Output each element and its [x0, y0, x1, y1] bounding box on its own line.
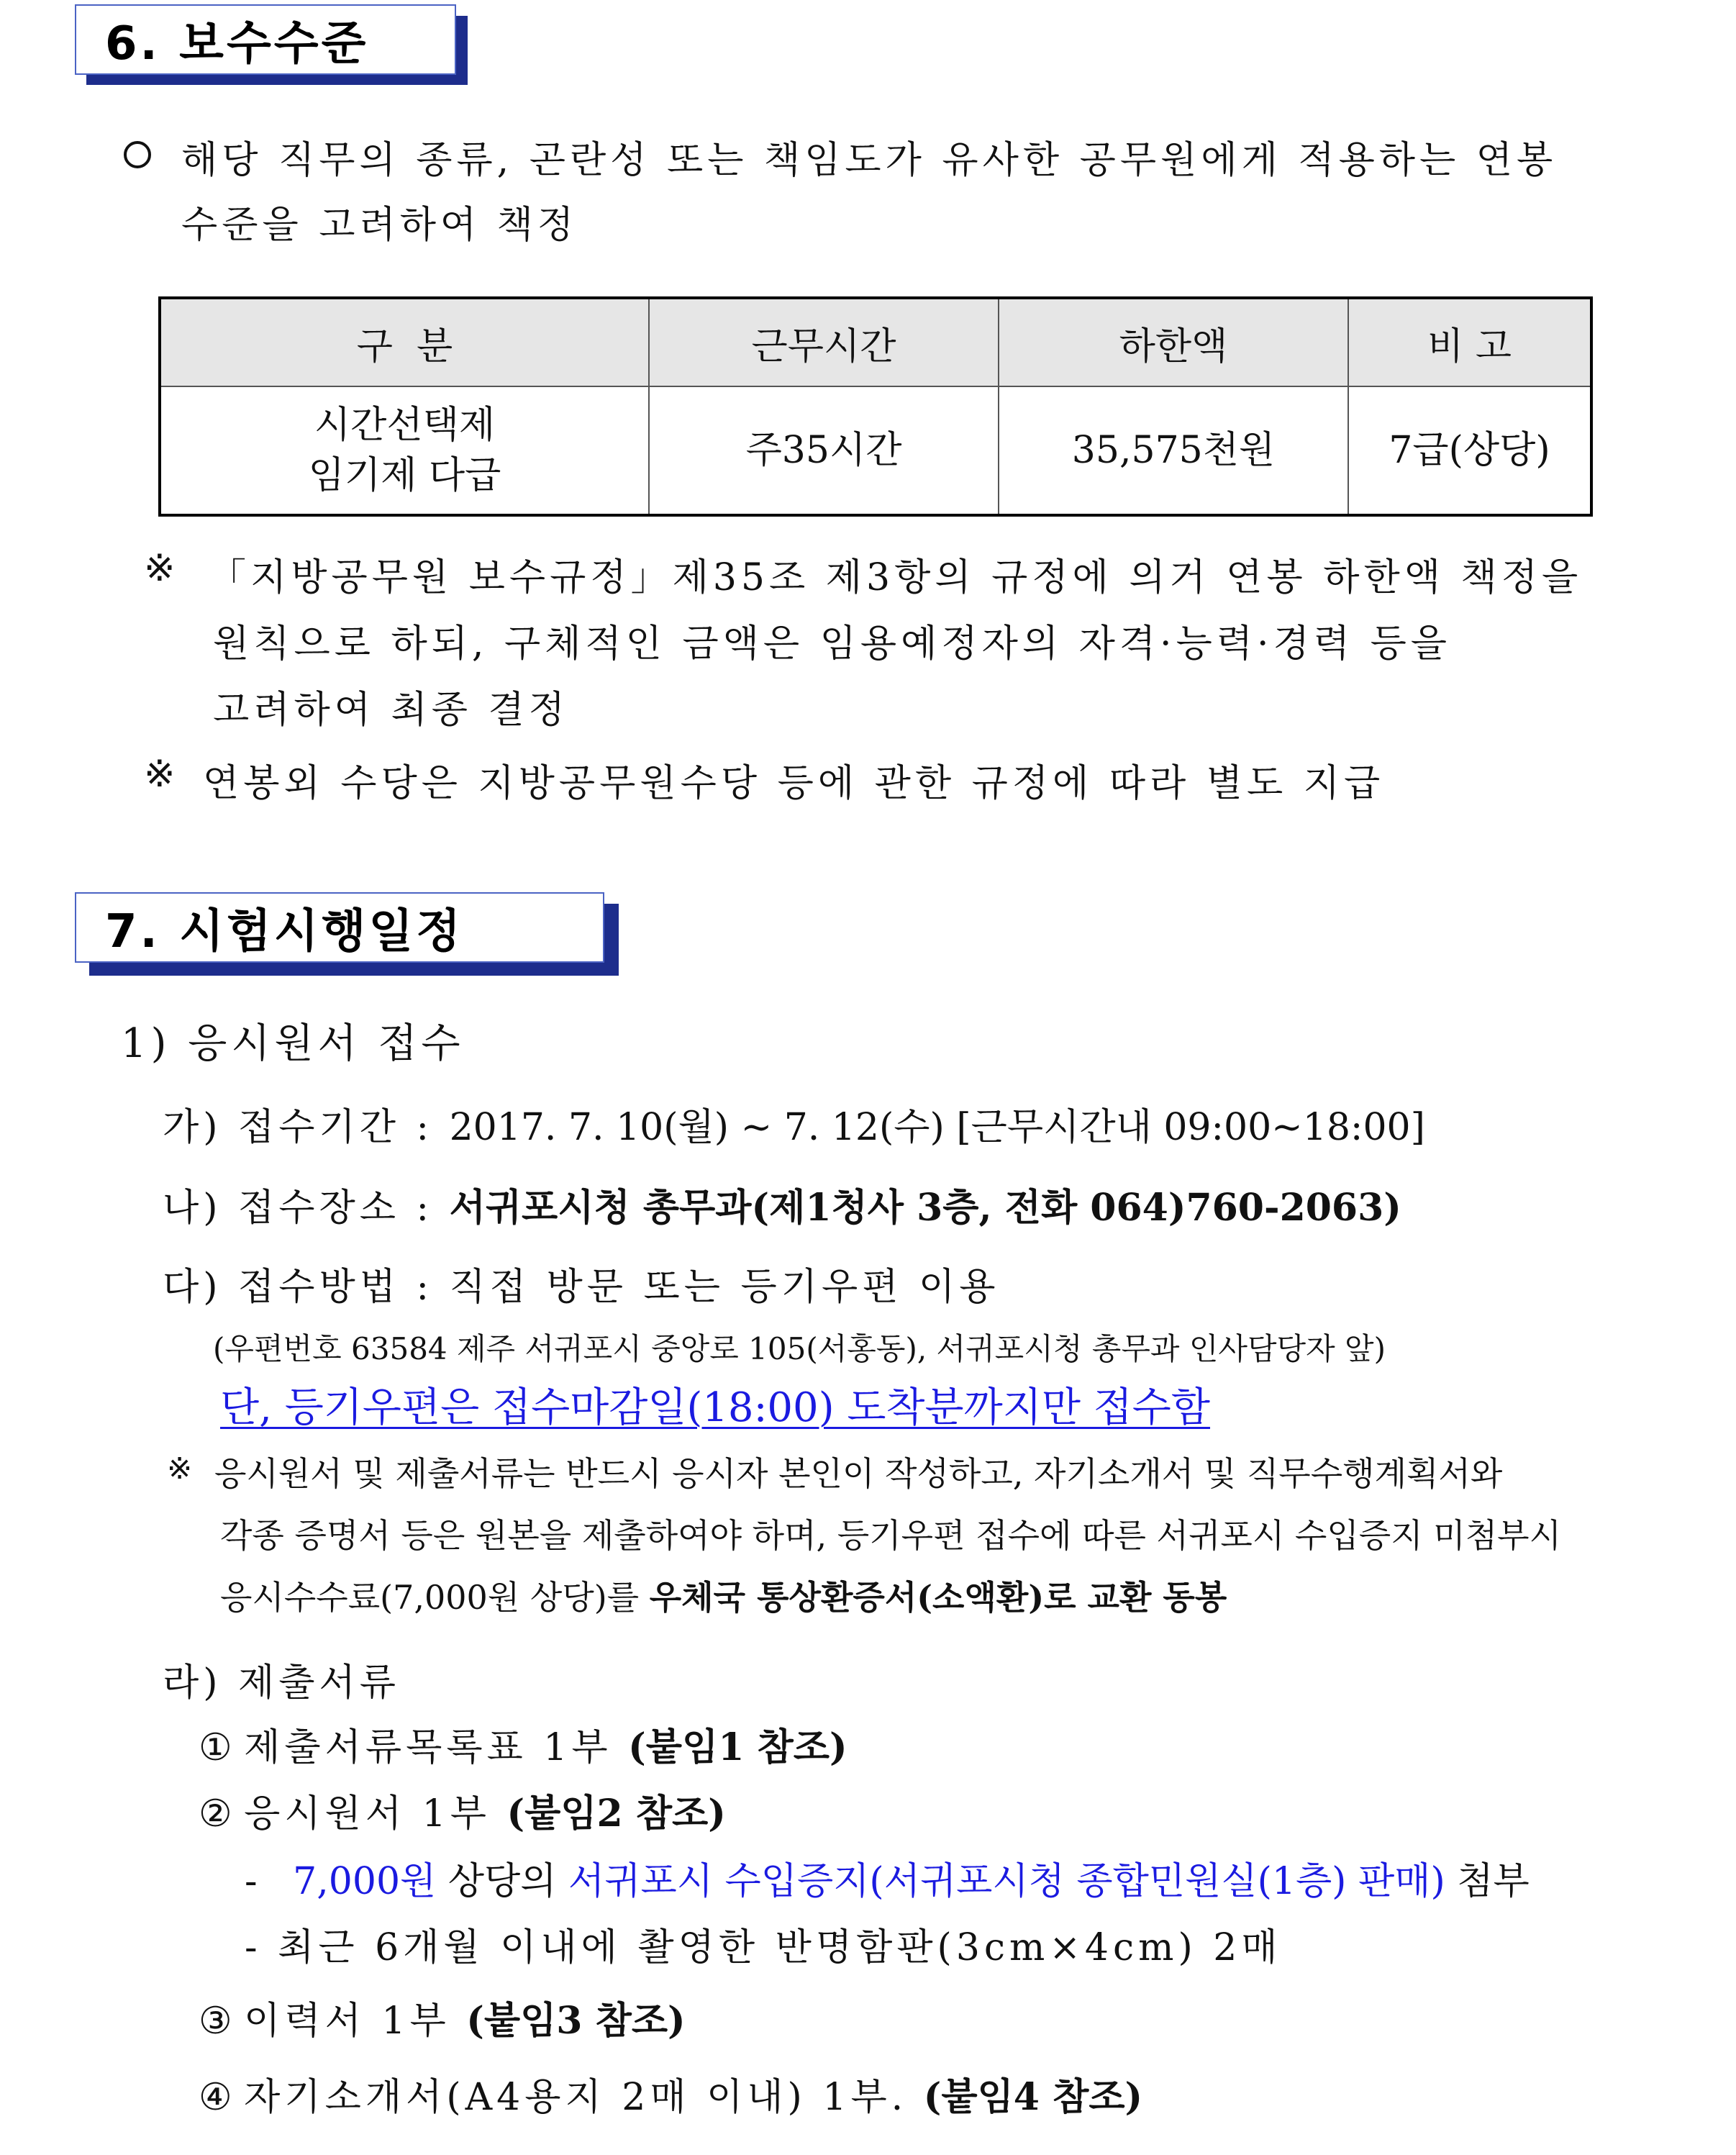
registered-mail-notice: 단, 등기우편은 접수마감일(18:00) 도착분까지만 접수함 [220, 1384, 1211, 1431]
stamp-line [245, 1851, 1530, 1905]
section7-title [75, 892, 604, 963]
item1-text: 제출서류목록표 1부 [244, 1726, 629, 1769]
category-line2: 임기제 다급 [308, 454, 501, 497]
document-item-2 [199, 1783, 726, 1837]
item2-ref: (붙임2 참조) [506, 1792, 726, 1836]
item1-num: ① [199, 1726, 232, 1769]
document-item-1 [199, 1717, 847, 1771]
stamp-dash: - [245, 1860, 258, 1903]
caution-line1: 응시원서 및 제출서류는 반드시 응시자 본인이 작성하고, 자기소개서 및 직무수행계획서와 [214, 1454, 1503, 1493]
item2-num: ② [199, 1792, 232, 1836]
period-value: 2017. 7. 10(월) ~ 7. 12(수) [근무시간내 09:00~18:00] [449, 1106, 1425, 1149]
caution-line3 [220, 1571, 1227, 1619]
salary-table-row [160, 386, 1591, 515]
period-label: 가) 접수기간 : [163, 1106, 450, 1149]
salary-table-header-row [160, 298, 1591, 386]
item3-num: ③ [199, 2000, 232, 2043]
section7-title-text: 7. 시험시행일정 [105, 905, 464, 958]
item4-num: ④ [199, 2076, 232, 2119]
caution-line3-plain: 응시수수료(7,000원 상당)를 [220, 1578, 650, 1617]
documents-heading: 라) 제출서류 [163, 1661, 400, 1705]
mailing-address: (우편번호 63584 제주 서귀포시 중앙로 105(서홍동), 서귀포시청 총무과 인사담당자 앞) [213, 1331, 1386, 1366]
note2-text: 연봉외 수당은 지방공무원수당 등에 관한 규정에 따라 별도 지급 [203, 762, 1385, 805]
item4-ref: (붙임4 참조) [923, 2075, 1143, 2119]
header-note: 비 고 [1348, 298, 1591, 386]
document-item-4 [199, 2066, 1142, 2120]
caution-mark: ※ [167, 1451, 193, 1486]
note1-line2: 원칙으로 하되, 구체적인 금액은 임용예정자의 자격·능력·경력 등을 [213, 622, 1452, 666]
cell-min-salary: 35,575천원 [999, 386, 1348, 515]
caution-line2: 각종 증명서 등은 원본을 제출하여야 하며, 등기우편 접수에 따른 서귀포시 수입증지 미첨부시 [220, 1516, 1562, 1555]
stamp-name: 서귀포시 수입증지(서귀포시청 종합민원실(1층) 판매) [568, 1860, 1445, 1903]
section6-bullet-line2: 수준을 고려하여 책정 [181, 204, 578, 247]
document-item-3 [199, 1990, 686, 2044]
item3-text: 이력서 1부 [244, 2000, 467, 2043]
section6-bullet-line1: 해당 직무의 종류, 곤란성 또는 책임도가 유사한 공무원에게 적용하는 연봉 [181, 139, 1558, 182]
stamp-end: 첨부 [1445, 1860, 1530, 1903]
note1-line1: 「지방공무원 보수규정」제35조 제3항의 규정에 의거 연봉 하한액 책정을 [209, 556, 1583, 599]
header-hours: 근무시간 [649, 298, 999, 386]
item1-ref: (붙임1 참조) [628, 1725, 847, 1769]
header-min-salary: 하한액 [999, 298, 1348, 386]
section6-title-text: 6. 보수수준 [105, 17, 369, 71]
subsection-application: 1) 응시원서 접수 [121, 1020, 465, 1067]
section6-title [75, 4, 456, 75]
note1-line3: 고려하여 최종 결정 [213, 689, 569, 732]
stamp-amount: 7,000원 [293, 1860, 437, 1903]
cell-category [160, 386, 649, 515]
place-value: 서귀포시청 총무과(제1청사 3층, 전화 064)760-2063) [449, 1186, 1401, 1230]
note2-mark: ※ [144, 753, 176, 796]
caution-line3-bold: 우체국 통상환증서(소액환)로 교환 동봉 [649, 1578, 1227, 1617]
item4-text: 자기소개서(A4용지 2매 이내) 1부. [244, 2076, 924, 2119]
category-line1: 시간선택제 [314, 404, 496, 447]
circle-bullet-icon [124, 141, 151, 168]
note1-mark: ※ [144, 547, 176, 590]
item2-text: 응시원서 1부 [244, 1792, 507, 1836]
header-category: 구 분 [160, 298, 649, 386]
cell-note: 7급(상당) [1348, 386, 1591, 515]
item3-ref: (붙임3 참조) [466, 1999, 686, 2043]
stamp-mid: 상당의 [436, 1860, 569, 1903]
period-line [163, 1097, 1425, 1151]
place-label: 나) 접수장소 : [163, 1187, 450, 1230]
photo-line: - 최근 6개월 이내에 촬영한 반명함판(3cm×4cm) 2매 [245, 1926, 1282, 1969]
salary-table [158, 296, 1593, 517]
place-line [163, 1177, 1401, 1231]
method-line: 다) 접수방법 : 직접 방문 또는 등기우편 이용 [163, 1266, 1000, 1309]
cell-hours: 주35시간 [649, 386, 999, 515]
